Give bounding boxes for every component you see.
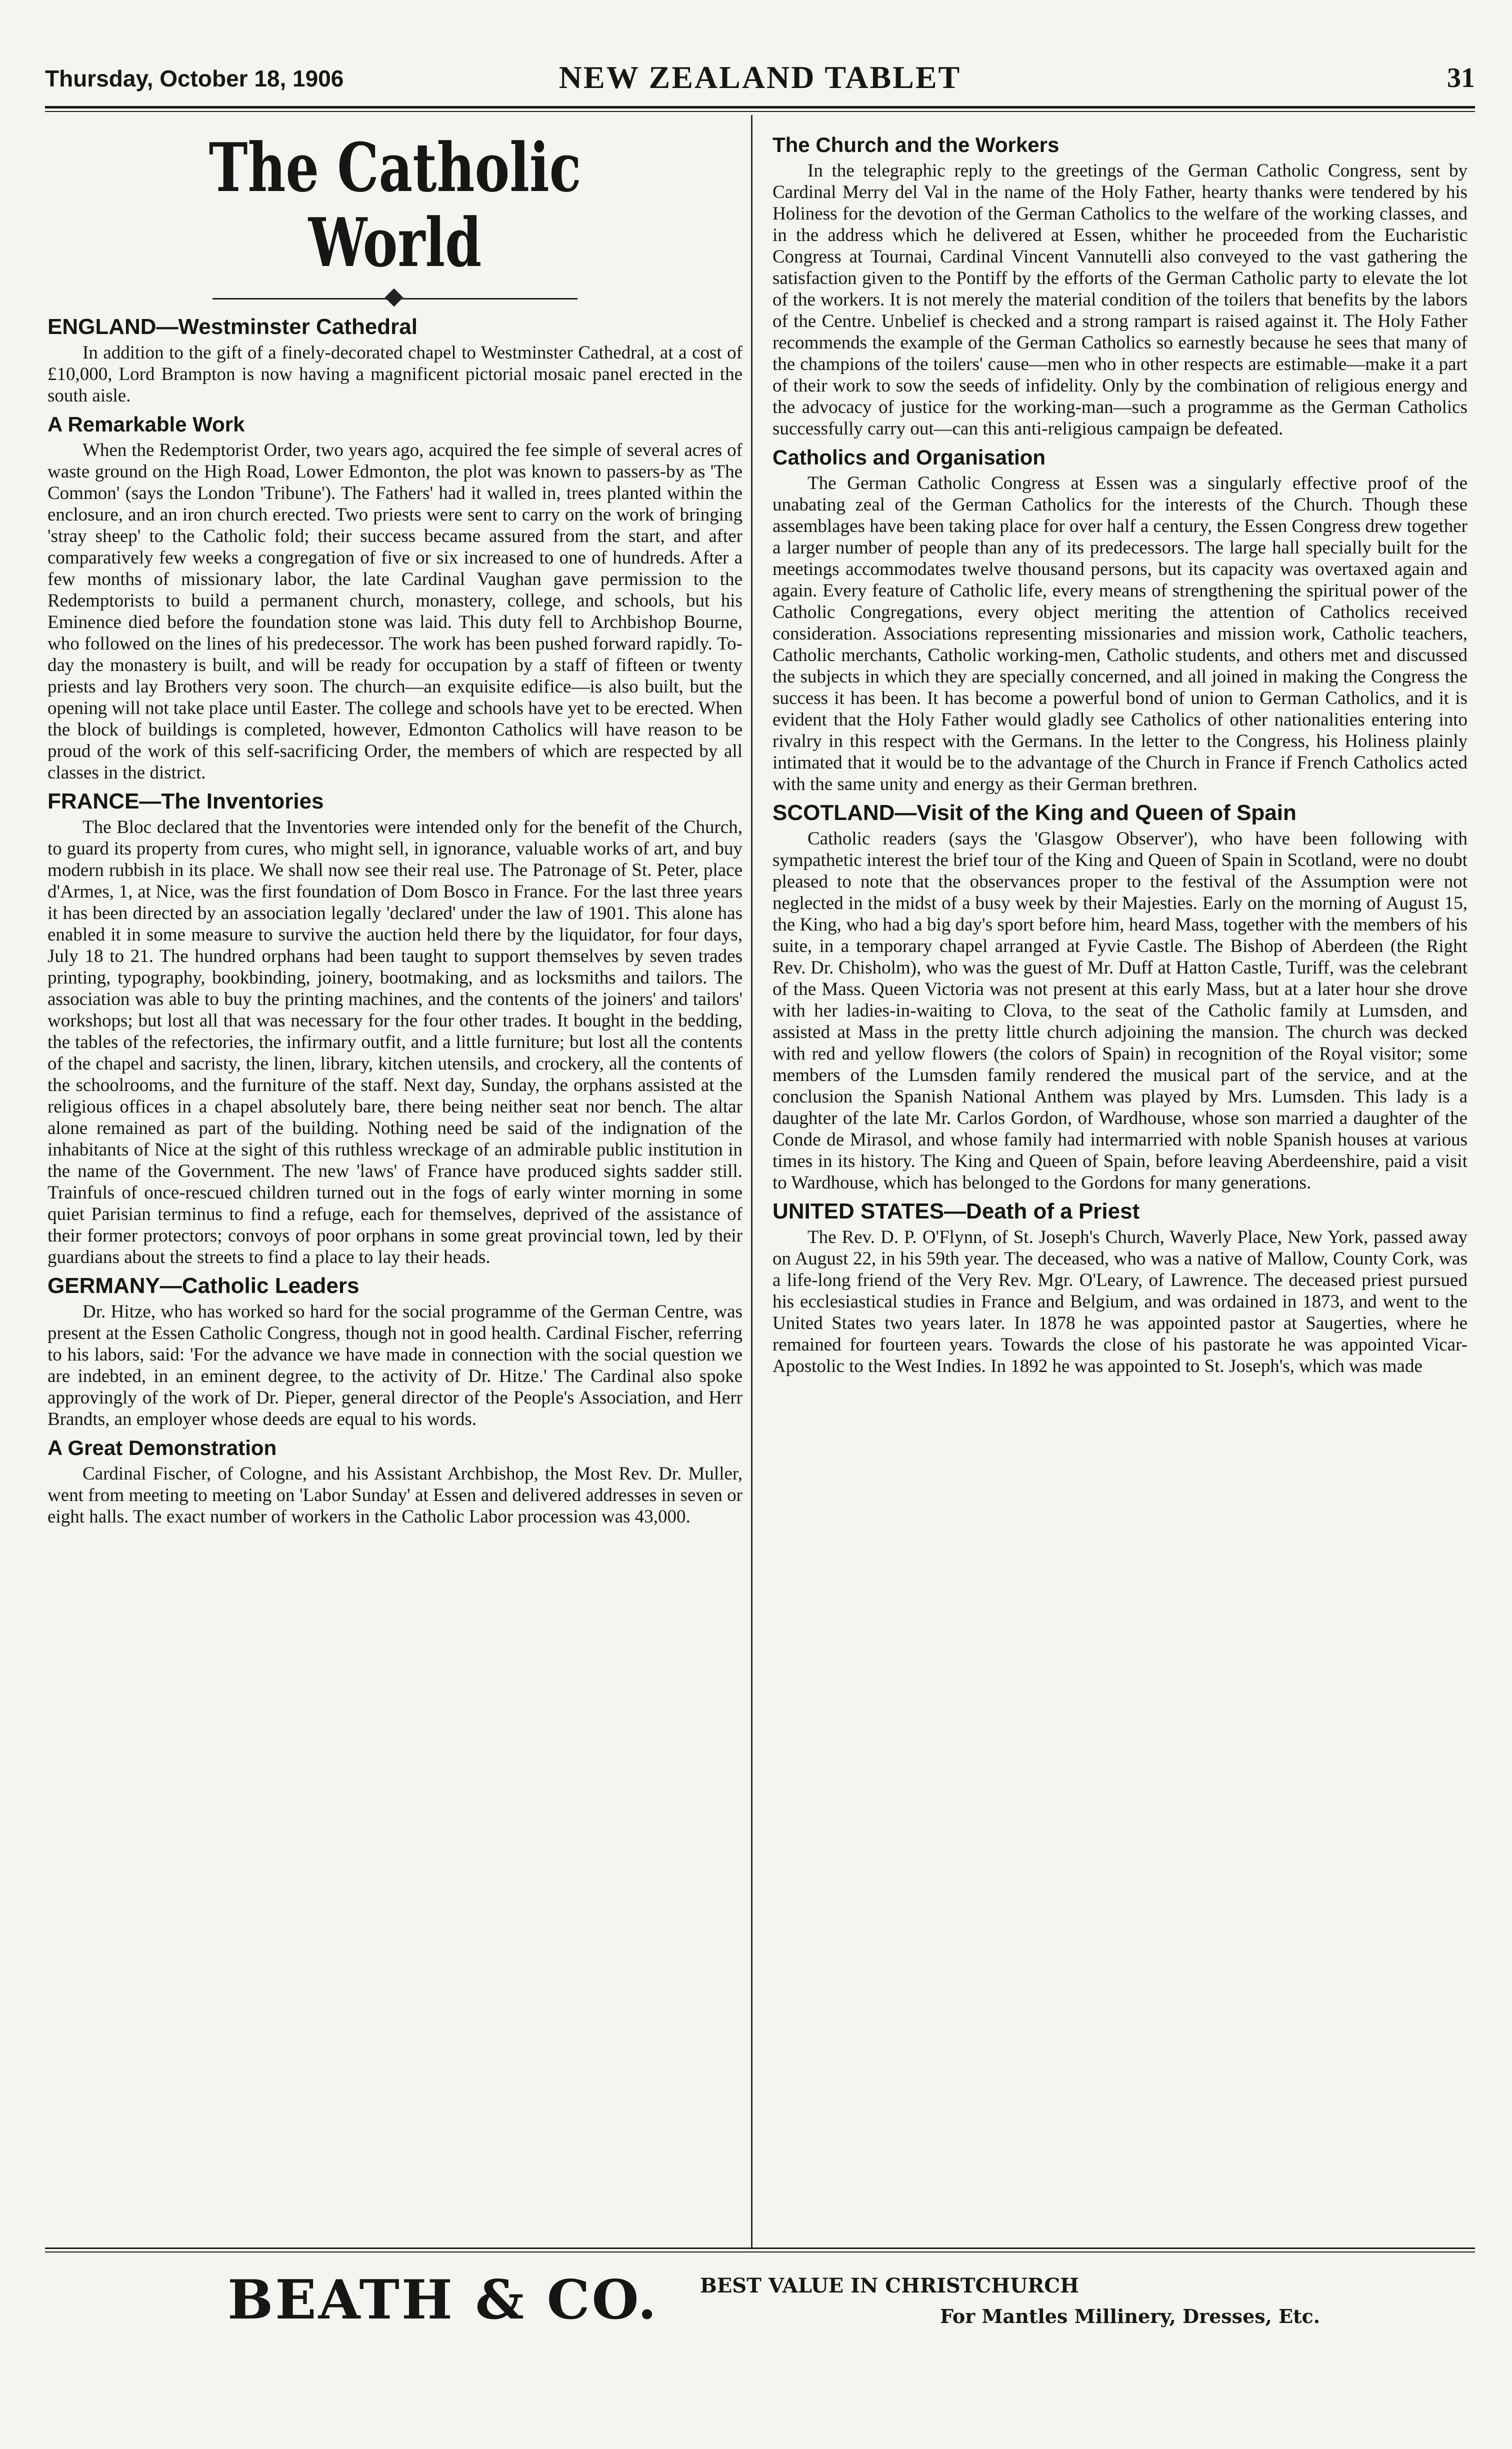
article-paragraph: The German Catholic Congress at Essen was a singularly effective proof of the unabating zeal of the German Catholics for the interests of the Church. Though these assemblages have been taking place for over half a century, the Essen Congress drew together a larger number of people than any of its predecessors. The large hall specially built for the meetings accommodates twelve thousand persons, but its capacity was overtaxed again and again. Every feature of Catholic life, every means of strengthening the spiritual power of the Catholic Congregations, every object meriting the attention of Catholics received consideration. Associations representing missionaries and mission work, Catholic teachers, Catholic merchants, Catholic working-men, Catholic students, and others met and discussed the subjects in which they are specially concerned, and all joined in making the Congress the success it has been. It has become a powerful bond of union to German Catholics, and it is evident that the Holy Father would gladly see Catholics of other nationalities entering into rivalry in this respect with the Germans. In the letter to the Congress, his Holiness plainly intimated that it would be to the advantage of the Church in France if French Catholics acted with the same unity and energy as their German brethren.: [772, 473, 1468, 794]
issue-date: Thursday, October 18, 1906: [45, 66, 344, 92]
article-heading: UNITED STATES—Death of a Priest: [772, 1199, 1140, 1224]
article-paragraph: Dr. Hitze, who has worked so hard for the social programme of the German Centre, was present at the Essen Catholic Congress, though not in good health. Cardinal Fischer, referring to his labors, said: 'For the advance we have made in connection with the social question we are indebted, in an eminent degree, to the activity of Dr. Hitze.' The Cardinal also spoke approvingly of the work of Dr. Pieper, general director of the People's Association, and Herr Brandts, an employer whose deeds are equal to his words.: [48, 1302, 742, 1430]
page-number: 31: [1447, 62, 1475, 94]
diamond-icon: [385, 288, 404, 307]
left-column: [48, 120, 742, 1528]
article-heading: FRANCE—The Inventories: [48, 789, 324, 814]
article-heading: ENGLAND—Westminster Cathedral: [48, 314, 418, 339]
newspaper-title: NEW ZEALAND TABLET: [558, 60, 962, 95]
article-paragraph: Cardinal Fischer, of Cologne, and his Assistant Archbishop, the Most Rev. Dr. Muller, went from meeting to meeting on 'Labor Sunday' at Essen and delivered addresses in seven or eight halls. The exact number of workers in the Catholic Labor procession was 43,000.: [48, 1464, 742, 1527]
article-paragraph: Catholic readers (says the 'Glasgow Observer'), who have been following with sympathetic interest the brief tour of the King and Queen of Spain in Scotland, were no doubt pleased to note that the observances proper to the festival of the Assumption were not neglected in the midst of a busy week by their Majesties. Early on the morning of August 15, the King, who had a big day's sport before him, heard Mass, together with the members of his suite, in a temporary chapel arranged at Fyvie Castle. The Bishop of Aberdeen (the Right Rev. Dr. Chisholm), who was the guest of Mr. Duff at Hatton Castle, Turiff, was the celebrant of the Mass. Queen Victoria was not present at this early Mass, but at a later hour she drove with her ladies-in-waiting to Clova, to the seat of the Catholic family at Lumsden, and assisted at Mass in the pretty little church adjoining the mansion. The church was decked with red and yellow flowers (the colors of Spain) in recognition of the Royal visitor; some members of the Lumsden family rendered the musical part of the service, and at the conclusion the Spanish National Anthem was played by Mrs. Lumsden. This lady is a daughter of the late Mr. Carlos Gordon, of Wardhouse, whose son married a daughter of the Conde de Mirasol, and whose family had intermarried with noble Spanish houses at various times in its history. The King and Queen of Spain, before leaving Aberdeenshire, paid a visit to Wardhouse, which has belonged to the Gordons for many generations.: [772, 828, 1468, 1193]
right-column: [772, 120, 1468, 1377]
article-paragraph: In addition to the gift of a finely-decorated chapel to Westminster Cathedral, at a cost of £10,000, Lord Brampton is now having a magnificent pictorial mosaic panel erected in the south aisle.: [48, 342, 742, 406]
article-heading: SCOTLAND—Visit of the King and Queen of Spain: [772, 800, 1296, 825]
footer-rule: [45, 2248, 1475, 2249]
article-heading: Catholics and Organisation: [772, 446, 1046, 469]
advertiser-name: BEATH & CO.: [228, 2268, 658, 2332]
article-paragraph: The Rev. D. P. O'Flynn, of St. Joseph's Church, Waverly Place, New York, passed away on August 22, in his 59th year. The deceased, who was a native of Mallow, County Cork, was a life-long friend of the Very Rev. Mgr. O'Leary, of Lawrence. The deceased priest pursued his ecclesiastical studies in France and Belgium, and was ordained in 1873, and went to the United States two years later. In 1878 he was appointed pastor at Saugerties, where he remained for fourteen years. Towards the close of his pastorate he was appointed Vicar-Apostolic to the West Indies. In 1892 he was appointed to St. Joseph's, which was made: [772, 1227, 1468, 1376]
article-paragraph: The Bloc declared that the Inventories were intended only for the benefit of the Church, to guard its property from cures, who might sell, in ignorance, valuable works of art, and buy modern rubbish in its place. We shall now see their real use. The Patronage of St. Peter, place d'Armes, 1, at Nice, was the first foundation of Dom Bosco in France. For the last three years it has been directed by an association legally 'declared' under the law of 1901. This alone has enabled it in some measure to survive the auction held there by the liquidator, for four days, July 18 to 21. The hundred orphans had been taught to support themselves by seven trades printing, typography, bookbinding, joinery, bootmaking, and as locksmiths and tailors. The association was able to buy the printing machines, and the contents of the joiners' and tailors' workshops; but lost all that was necessary for the four other trades. It bought in the bedding, the tables of the refectories, the infirmary outfit, and a little furniture; but lost all the contents of the chapel and sacristy, the linen, library, kitchen utensils, and crockery, all the contents of the schoolrooms, and the furniture of the staff. Next day, Sunday, the orphans assisted at the religious offices in a chapel absolutely bare, there being neither seat nor bench. The altar alone remained as part of the building. Nothing need be said of the indignation of the inhabitants of Nice at the sight of this ruthless wreckage of an admirable public institution in the name of the Government. The new 'laws' of France have produced sights sadder still. Trainfuls of once-rescued children turned out in the fogs of early winter morning in some quiet Parisian terminus to find a refuge, each for themselves, deprived of the assistance of their former protectors; convoys of poor orphans in some great provincial town, led by their guardians about the streets to find a place to lay their heads.: [48, 817, 742, 1268]
title-ornament: [48, 290, 742, 308]
article-paragraph: In the telegraphic reply to the greetings of the German Catholic Congress, sent by Cardinal Merry del Val in the name of the Holy Father, hearty thanks were tendered by his Holiness for the devotion of the German Catholics to the welfare of the working classes, and in the address which he delivered at Essen, whither he proceeded from the Eucharistic Congress at Tournai, Cardinal Vincent Vannutelli also conveyed to the vast gathering the satisfaction given to the Pontiff by the efforts of the German Catholic party to elevate the lot of the workers. It is not merely the material condition of the toilers that benefits by the labors of the Centre. Unbelief is checked and a strong rampart is raised against it. The Holy Father recommends the example of the German Catholics so earnestly because he sees that many of the champions of the toilers' cause—men who in other respects are estimable—make it a part of their work to sow the seeds of infidelity. Only by the combination of religious energy and the advocacy of justice for the working-man—such a programme as the German Catholics successfully carry out—can this anti-religious campaign be defeated.: [772, 160, 1468, 439]
masthead-rule-thin: [45, 111, 1475, 112]
advert-tagline: BEST VALUE IN CHRISTCHURCH: [700, 2274, 1079, 2298]
article-heading: A Remarkable Work: [48, 412, 245, 436]
article-heading: The Church and the Workers: [772, 133, 1060, 156]
section-title: The Catholic World: [208, 128, 582, 282]
masthead-rule: [45, 106, 1475, 108]
article-heading: A Great Demonstration: [48, 1436, 277, 1460]
article-paragraph: When the Redemptorist Order, two years ago, acquired the fee simple of several acres of waste ground on the High Road, Lower Edmonton, the plot was known to passers-by as 'The Common' (says the London 'Tribune'). The Fathers' had it walled in, trees planted within the enclosure, and an iron church erected. Two priests were sent to carry on the work of bringing 'stray sheep' to the Catholic fold; their success became assured from the start, and after comparatively few weeks a congregation of five or six increased to one of hundreds. After a few months of missionary labor, the late Cardinal Vaughan gave permission to the Redemptorists to build a permanent church, monastery, college, and schools, but his Eminence died before the foundation stone was laid. This duty fell to Archbishop Bourne, who followed on the lines of his predecessor. The work has been pushed forward rapidly. To-day the monastery is built, and will be ready for occupation by a staff of fifteen or twenty priests and lay Brothers very soon. The church—an exquisite edifice—is also built, but the opening will not take place until Easter. The college and schools have yet to be erected. When the block of buildings is completed, however, Edmonton Catholics will have reason to be proud of the work of this self-sacrificing Order, the members of which are respected by all classes in the district.: [48, 440, 742, 783]
article-heading: GERMANY—Catholic Leaders: [48, 1274, 360, 1298]
column-divider: [751, 115, 752, 2248]
advert-products: For Mantles Millinery, Dresses, Etc.: [940, 2305, 1320, 2328]
